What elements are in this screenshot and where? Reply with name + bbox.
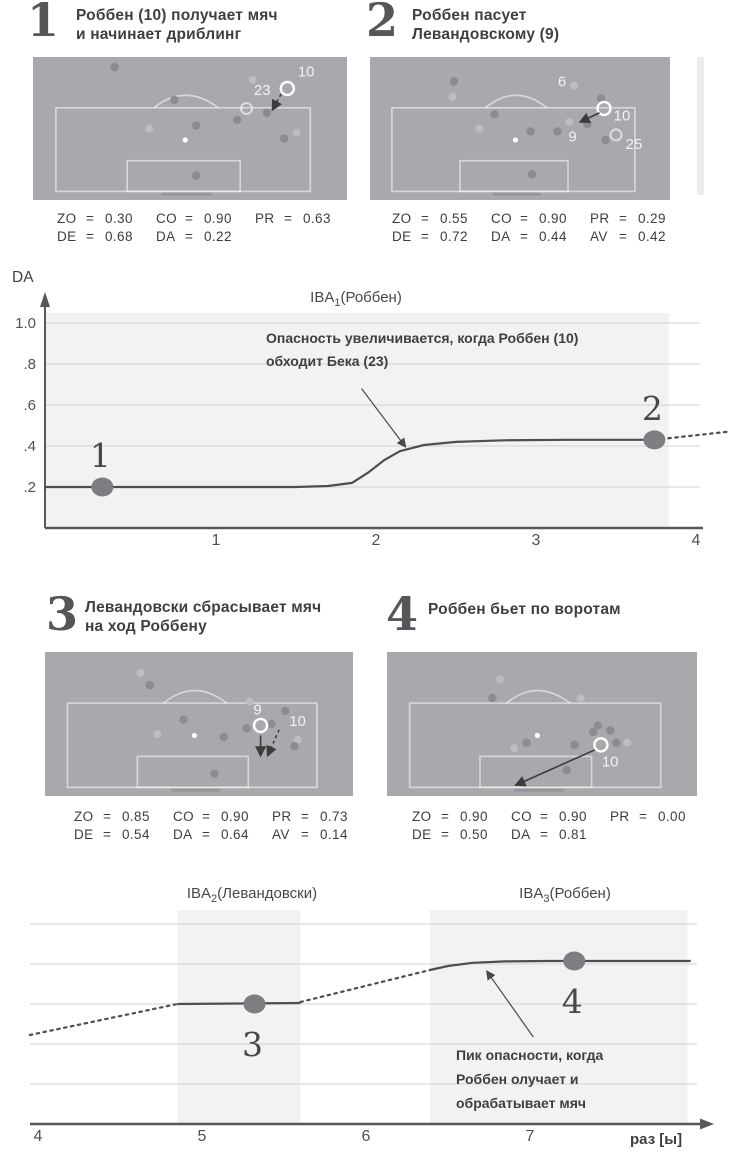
metric-equals: = [540, 827, 549, 842]
chart2-annotation-line1: Пик опасности, когда [456, 1047, 604, 1063]
event-2-metrics [392, 210, 689, 246]
x-tick-label: 2 [371, 532, 381, 549]
metric-key: DE [74, 827, 94, 842]
x-tick-label: 4 [691, 532, 701, 549]
player-dot [192, 171, 200, 179]
metric-value: 0.68 [105, 229, 133, 244]
event-1-title-line1: Роббен (10) получает мяч [76, 7, 278, 24]
pitch-svg [387, 652, 697, 796]
metric-equals: = [441, 827, 450, 842]
movement-arrow [273, 94, 281, 108]
player-dot [510, 744, 518, 752]
metric-equals: = [185, 229, 194, 244]
metric-value: 0.29 [638, 211, 666, 226]
metric-equals: = [185, 211, 194, 226]
player-dot [146, 681, 154, 689]
metric-equals: = [520, 211, 529, 226]
metric-value: 0.30 [105, 211, 133, 226]
metric-key: DA [156, 229, 176, 244]
metric-equals: = [202, 827, 211, 842]
goal-box-line [127, 161, 240, 192]
y-tick-label: .2 [23, 479, 36, 496]
metric-equals: = [86, 211, 95, 226]
event-2-title [412, 6, 559, 44]
metric-value: 0.00 [658, 809, 686, 824]
player-dot [563, 766, 571, 774]
player-dot [281, 707, 289, 715]
event-4-number: 4 [386, 587, 419, 641]
y-tick-label: .6 [23, 397, 36, 414]
metric-key: ZO [57, 211, 77, 226]
metric-key: AV [590, 229, 608, 244]
metrics-row [412, 808, 709, 826]
x-tick-label: 5 [197, 1128, 207, 1145]
da-curve-dotted [300, 970, 430, 1002]
x-tick-label: 7 [525, 1128, 535, 1145]
metric-value: 0.72 [440, 229, 468, 244]
metric-equals: = [301, 827, 310, 842]
chart2-annotation [456, 1043, 603, 1115]
metric-value: 0.55 [440, 211, 468, 226]
goal-box-line [137, 756, 248, 787]
event-point [91, 478, 113, 497]
player-dot [528, 170, 536, 178]
penalty-box-line [410, 703, 661, 787]
player-dot [488, 694, 496, 702]
metric-value: 0.63 [303, 211, 331, 226]
chart1-title-rest: (Роббен) [340, 289, 402, 306]
penalty-box-line [67, 703, 316, 787]
metric-key: DA [511, 827, 531, 842]
metric-key: PR [272, 809, 292, 824]
event-1-title [76, 6, 278, 44]
player-dot [526, 127, 534, 135]
event-1-number: 1 [27, 0, 60, 47]
metric-value: 0.54 [122, 827, 150, 842]
player-dot [583, 120, 591, 128]
faded-player-ring [611, 129, 622, 140]
metrics-row [57, 228, 354, 246]
player-dot [570, 82, 578, 90]
player-number-label: 10 [601, 753, 619, 771]
event-3-metrics [74, 808, 371, 844]
metric-equals: = [619, 211, 628, 226]
metric-equals: = [639, 809, 648, 824]
goal-box-line [460, 161, 568, 192]
chart2-annotation-line2: Роббен олучает и [456, 1071, 579, 1087]
player-dot [233, 116, 241, 124]
metrics-row [392, 210, 689, 228]
metric-key: DA [173, 827, 193, 842]
event-4-title-line1: Роббен бьет по воротам [428, 601, 621, 618]
metric-value: 0.90 [221, 809, 249, 824]
metric-key: PR [610, 809, 630, 824]
metric-key: DE [392, 229, 412, 244]
player-dot [553, 127, 561, 135]
highlighted-player-ring [254, 719, 267, 732]
x-tick-label: 1 [211, 532, 221, 549]
player-dot [566, 118, 574, 126]
movement-arrow [268, 730, 279, 754]
chart2-title-iba2-sub: 2 [211, 893, 218, 905]
y-axis-arrowhead [40, 292, 50, 307]
metric-value: 0.90 [539, 211, 567, 226]
metric-key: CO [156, 211, 178, 226]
movement-arrow [517, 750, 595, 785]
player-dot [136, 669, 144, 677]
pitch-diagram-2 [370, 57, 670, 200]
player-dot [210, 769, 218, 777]
metric-key: CO [511, 809, 533, 824]
metric-key: DE [412, 827, 432, 842]
metric-equals: = [421, 211, 430, 226]
player-dot [601, 136, 609, 144]
metrics-row [412, 826, 709, 844]
player-dot [280, 134, 288, 142]
metric-equals: = [540, 809, 549, 824]
x-tick-label: 3 [531, 532, 541, 549]
ball-spot [513, 137, 518, 142]
chart1-plot [0, 255, 730, 565]
pitch-diagram-4 [387, 652, 697, 796]
metric-equals: = [421, 229, 430, 244]
metric-value: 0.44 [539, 229, 567, 244]
da-curve-dotted [30, 1004, 178, 1035]
player-dot [450, 77, 458, 85]
event-point-label: 2 [641, 388, 663, 428]
metric-key: DA [491, 229, 511, 244]
player-number-label: 10 [297, 63, 315, 81]
player-dot [192, 121, 200, 129]
player-dot [612, 739, 620, 747]
metrics-row [57, 210, 354, 228]
y-tick-label: .4 [23, 438, 36, 455]
metric-equals: = [202, 809, 211, 824]
chart1-title-prefix: IBA [310, 289, 335, 306]
chart1-annotation-line2: обходит Бека (23) [266, 353, 389, 369]
metric-key: ZO [412, 809, 432, 824]
player-dot [589, 728, 597, 736]
penalty-arc-line [486, 95, 548, 108]
x-tick-label: 4 [33, 1128, 43, 1145]
metrics-row [74, 826, 371, 844]
player-dot [449, 93, 457, 101]
metric-value: 0.22 [204, 229, 232, 244]
movement-arrow [582, 113, 600, 122]
metrics-row [392, 228, 689, 246]
metric-value: 0.90 [559, 809, 587, 824]
metric-equals: = [441, 809, 450, 824]
event-2-number: 2 [366, 0, 399, 47]
pitch-svg [370, 57, 670, 200]
event-3-title [85, 598, 321, 636]
chart2-title-iba3-sub: 3 [543, 893, 550, 905]
metric-value: 0.64 [221, 827, 249, 842]
chart1-annotation-line1: Опасность увеличивается, когда Роббен (10) [266, 330, 579, 346]
player-number-label: 25 [625, 136, 643, 154]
chart2-plot [0, 880, 730, 1152]
event-point [563, 952, 585, 971]
event-point-label: 3 [241, 1025, 263, 1064]
player-dot [577, 694, 585, 702]
chart2-title-iba2-prefix: IBA [186, 885, 212, 902]
cropped-panel-edge [697, 57, 704, 195]
metric-key: PR [255, 211, 275, 226]
player-dot [179, 715, 187, 723]
event-3-title-line1: Левандовски сбрасывает мяч [85, 599, 322, 616]
pitch-diagram-1 [33, 57, 347, 200]
player-dot [490, 110, 498, 118]
player-number-label: 10 [613, 107, 631, 125]
player-dot [243, 724, 251, 732]
chart2-title-iba3-rest: (Роббен) [549, 885, 611, 902]
player-number-label: 9 [568, 128, 577, 146]
metric-value: 0.85 [122, 809, 150, 824]
metric-key: PR [590, 211, 610, 226]
metric-equals: = [103, 827, 112, 842]
player-dot [570, 741, 578, 749]
event-3-number: 3 [46, 587, 79, 641]
ball-spot [183, 137, 188, 142]
player-dot [267, 720, 275, 728]
event-2-title-line2: Левандовскому (9) [412, 26, 560, 43]
chart2-annotation-line3: обрабатывает мяч [456, 1095, 586, 1111]
player-number-label: 9 [253, 701, 262, 719]
metric-equals: = [619, 229, 628, 244]
metric-value: 0.14 [320, 827, 348, 842]
chart1-title-sub: 1 [334, 297, 341, 309]
player-dot [145, 125, 153, 133]
y-tick-label: .8 [23, 356, 36, 373]
metric-equals: = [103, 809, 112, 824]
event-1-metrics [57, 210, 354, 246]
event-point-label: 4 [561, 982, 583, 1021]
x-axis-arrowhead [700, 1119, 714, 1130]
metric-equals: = [520, 229, 529, 244]
player-number-label: 23 [253, 81, 271, 99]
player-dot [290, 742, 298, 750]
player-dot [293, 129, 301, 137]
chart2-title-iba3-prefix: IBA [519, 885, 544, 902]
penalty-box-line [392, 108, 635, 192]
event-point [243, 995, 265, 1014]
player-dot [476, 125, 484, 133]
metric-value: 0.50 [460, 827, 488, 842]
ball-spot [535, 733, 540, 738]
phase-highlight-band [177, 910, 300, 1124]
chart2-title-iba2-rest: (Левандовски) [217, 885, 318, 902]
player-number-label: 10 [289, 713, 306, 731]
highlighted-player-ring [281, 82, 294, 95]
player-dot [496, 675, 504, 683]
player-dot [623, 739, 631, 747]
event-point [643, 430, 665, 449]
pitch-svg [33, 57, 347, 200]
event-4-metrics [412, 808, 709, 844]
y-tick-label: 1.0 [15, 315, 36, 332]
metric-key: CO [491, 211, 513, 226]
penalty-arc-line [154, 95, 218, 108]
metric-equals: = [284, 211, 293, 226]
metric-equals: = [86, 229, 95, 244]
player-dot [219, 733, 227, 741]
penalty-arc-line [506, 691, 570, 704]
metric-value: 0.90 [204, 211, 232, 226]
ball-spot [192, 733, 197, 738]
metric-key: ZO [392, 211, 412, 226]
event-3-title-line2: на ход Роббену [85, 618, 207, 635]
player-number-label: 6 [557, 73, 567, 91]
metric-value: 0.73 [320, 809, 348, 824]
penalty-box-line [56, 108, 310, 192]
metric-key: DE [57, 229, 77, 244]
metric-value: 0.42 [638, 229, 666, 244]
metric-equals: = [301, 809, 310, 824]
x-tick-label: 6 [361, 1128, 371, 1145]
metric-value: 0.90 [460, 809, 488, 824]
event-2-title-line1: Роббен пасует [412, 7, 527, 24]
chart2-x-axis-unit: раз [ы] [630, 1131, 683, 1148]
event-point-label: 1 [89, 436, 111, 475]
player-dot [522, 739, 530, 747]
player-dot [606, 726, 614, 734]
chart1-y-axis-label: DA [12, 269, 34, 286]
pitch-svg [45, 652, 353, 796]
metrics-row [74, 808, 371, 826]
chart1-annotation [266, 327, 578, 373]
penalty-arc-line [164, 691, 227, 704]
player-dot [153, 730, 161, 738]
event-4-title [428, 600, 621, 619]
player-dot [110, 63, 118, 71]
pitch-diagram-3 [45, 652, 353, 796]
event-1-title-line2: и начинает дриблинг [76, 26, 242, 43]
metric-key: CO [173, 809, 195, 824]
player-dot [170, 96, 178, 104]
highlighted-player-ring [594, 738, 607, 751]
metric-key: ZO [74, 809, 94, 824]
goal-box-line [480, 756, 592, 787]
metric-key: AV [272, 827, 290, 842]
player-dot [263, 109, 271, 117]
metric-value: 0.81 [559, 827, 587, 842]
da-curve [177, 1003, 300, 1004]
